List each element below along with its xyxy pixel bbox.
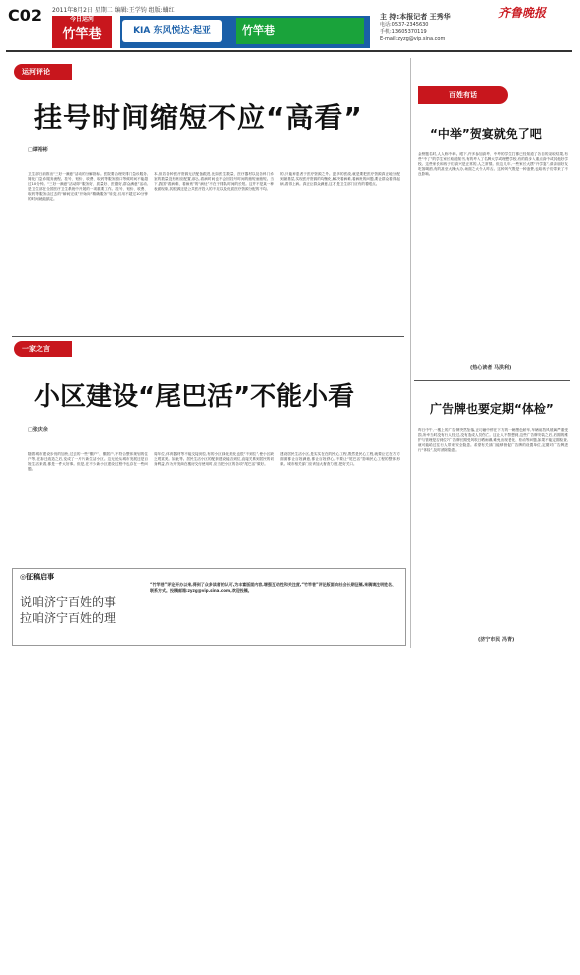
host-phone: 电话:0537-2345630 bbox=[380, 22, 429, 28]
section-name: 竹竿巷 bbox=[52, 24, 112, 48]
host-line: 主 持:本报记者 王秀华 bbox=[380, 13, 451, 21]
article1-column-3: 的,只能弃患者于医疗资源之外。更多的医改,就是要把医疗资源真正地分配到最基层,实现医疗资源的均衡化,解决看病难,看病贵的问题,要让群众看得起病,看得上病。真正让群众满意,这才是卫生部门应有的着眼点。 bbox=[280, 172, 400, 186]
sidebar-banner: 百姓有话 bbox=[418, 86, 508, 104]
article1-headline: 挂号时间缩短不应“高看” bbox=[34, 101, 363, 134]
article1-banner: 运河评论 bbox=[14, 64, 72, 80]
article2-column-2: 周年位,体育器材等不能交接到位,有的小区绿化美化也很“不到位”,使小区缺乏观赏美。如此等。居民生活小区的配套建设能否到位,直接关系到居民的切身利益,作为开发商在楼房交付使用时,应当把小区的各项“尾巴活”做好。 bbox=[154, 452, 274, 466]
advert-column-name: 竹竿巷 bbox=[236, 18, 364, 44]
host-email: E-mail:zyzg@vip.sina.com bbox=[380, 36, 446, 42]
article2-byline: □张庆余 bbox=[28, 427, 48, 433]
article2-column-3: 建设居民生活小区,是实实在在的民心工程,既然是民心工程,就要让它在方方面面都让百姓满意,都让百姓舒心,不要让“尾巴活”影响民心工程的整体形象。城市相关部门应该加大督查力度,把好关口。 bbox=[280, 452, 400, 466]
call-for-papers-heading: ◎征稿启事 bbox=[20, 573, 55, 581]
sidebar-article1-sign: (热心读者 马洪利) bbox=[470, 365, 512, 371]
section-divider bbox=[12, 336, 404, 337]
sidebar-article2-sign: (济宁市民 冯青) bbox=[478, 637, 515, 643]
sidebar-article1-headline: “中举”贺宴就免了吧 bbox=[430, 127, 542, 141]
article2-headline: 小区建设“尾巴活”不能小看 bbox=[34, 382, 355, 412]
call-title-line-2: 拉咱济宁百姓的理 bbox=[20, 611, 117, 625]
article2-column-1: 随着城市建设步伐的加快,过去的一些“棚户”、棚居户,不符合整体规划的住户等,在拆迁改造之后,变成了一片片新生活小区。这无论从城市发展还是百姓生活来看,都是一件大好事。但是,在不少新小区建设过程中也存在一些问题。 bbox=[28, 452, 148, 471]
section-top-label: 今日运河 bbox=[52, 16, 112, 24]
call-for-papers-note: “竹竿巷”评论开办以来,得到了众多读者的认可,为丰富版面内容,增强互动性和关注度,“竹竿巷”评论版面向社会长期征稿,来稿请注明姓名、联系方式。投稿邮箱:zyzg@vip.sina.com,欢迎投稿。 bbox=[150, 582, 397, 593]
article1-column-1: 卫生部日前推出“三好一满意”活动的分解指标。医院要合理安排门急诊服务,简化门急诊服务流程。挂号、划价、收费、取药等服务窗口等候时间不能超过10分钟。“三好一满意”活动即“服务好、质量好、医德好,群众满意”活动,是卫生部在全国医疗卫生系统中开展的一项重要工作。挂号、划价、收费、取药等服务由过去的“瞬间完成”开始向“精确服务”转变,仅用不超过10分钟的时间就能搞定。 bbox=[28, 172, 148, 201]
sidebar-article2-body: 昨日中午,一楼上的广告牌突然坠落,正巧砸中停在下方的一辆黑色轿车,车辆前挡风玻璃严重受损,所幸当时没有行人经过,没有造成人员伤亡。这让人不禁想到,这些广告牌安装之后,后期的维护与管理是否到位?广告牌长期受风吹日晒雨淋,难免出现老化、松动等问题,如果不能定期检查,就可能给过往行人带来安全隐患。希望有关部门能够督促广告牌的设置单位,定期对广告牌进行“体检”,及时消除隐患。 bbox=[418, 428, 568, 452]
masthead-rule bbox=[6, 50, 572, 52]
blank-area bbox=[6, 660, 572, 970]
host-mobile: 手机:13605370119 bbox=[380, 29, 427, 35]
newspaper-logo: 齐鲁晚报 bbox=[498, 6, 547, 20]
date-line: 2011年8月2日 星期二 编辑:王学钧 组版:蛐红 bbox=[52, 7, 175, 14]
page-number: C02 bbox=[8, 6, 43, 25]
sidebar-article1-body: 金榜题名时,人人称中举。眼下,许多参加高考、中考的学生打都已经知道了各自的录取结果,有些“中了”的学生家长取道知书,有的考入了名牌大学或理想学校,有的将步入重点高中或其他好学校。这些家长和孩子们高兴是正常的,人之常情。但这几年,一些家长大摆“升学宴”,请亲朋好友吃饭喝酒,有的甚至大操大办,场面之大令人咋舌。这种风气既是一种浪费,也给孩子们带来了不良影响。 bbox=[418, 152, 568, 176]
article2-banner: 一家之言 bbox=[14, 341, 72, 357]
article1-column-2: 本,但若各种医疗资源无法配备跟进,比如医生数量、医疗器材以及各科门诊室的数量没有相应配置,那么,看病时间也不会因挂号时间的缩短而缩短。当下,我国“看病难、看病贵”的“病灶”不在于排队时间的长短。这并不是某一种表面现象,其根源还是公共医疗投入的不足以及优质医疗资源分配的不均。 bbox=[154, 172, 274, 191]
call-for-papers-title bbox=[20, 594, 116, 626]
call-title-line-1: 说咱济宁百姓的事 bbox=[20, 595, 117, 609]
sidebar-divider bbox=[414, 380, 570, 381]
sidebar-article2-headline: 广告牌也要定期“体检” bbox=[430, 402, 554, 416]
advert-kia-logo: KIA 东风悦达·起亚 bbox=[122, 20, 222, 42]
article1-byline: □谭裕彬 bbox=[28, 147, 48, 153]
